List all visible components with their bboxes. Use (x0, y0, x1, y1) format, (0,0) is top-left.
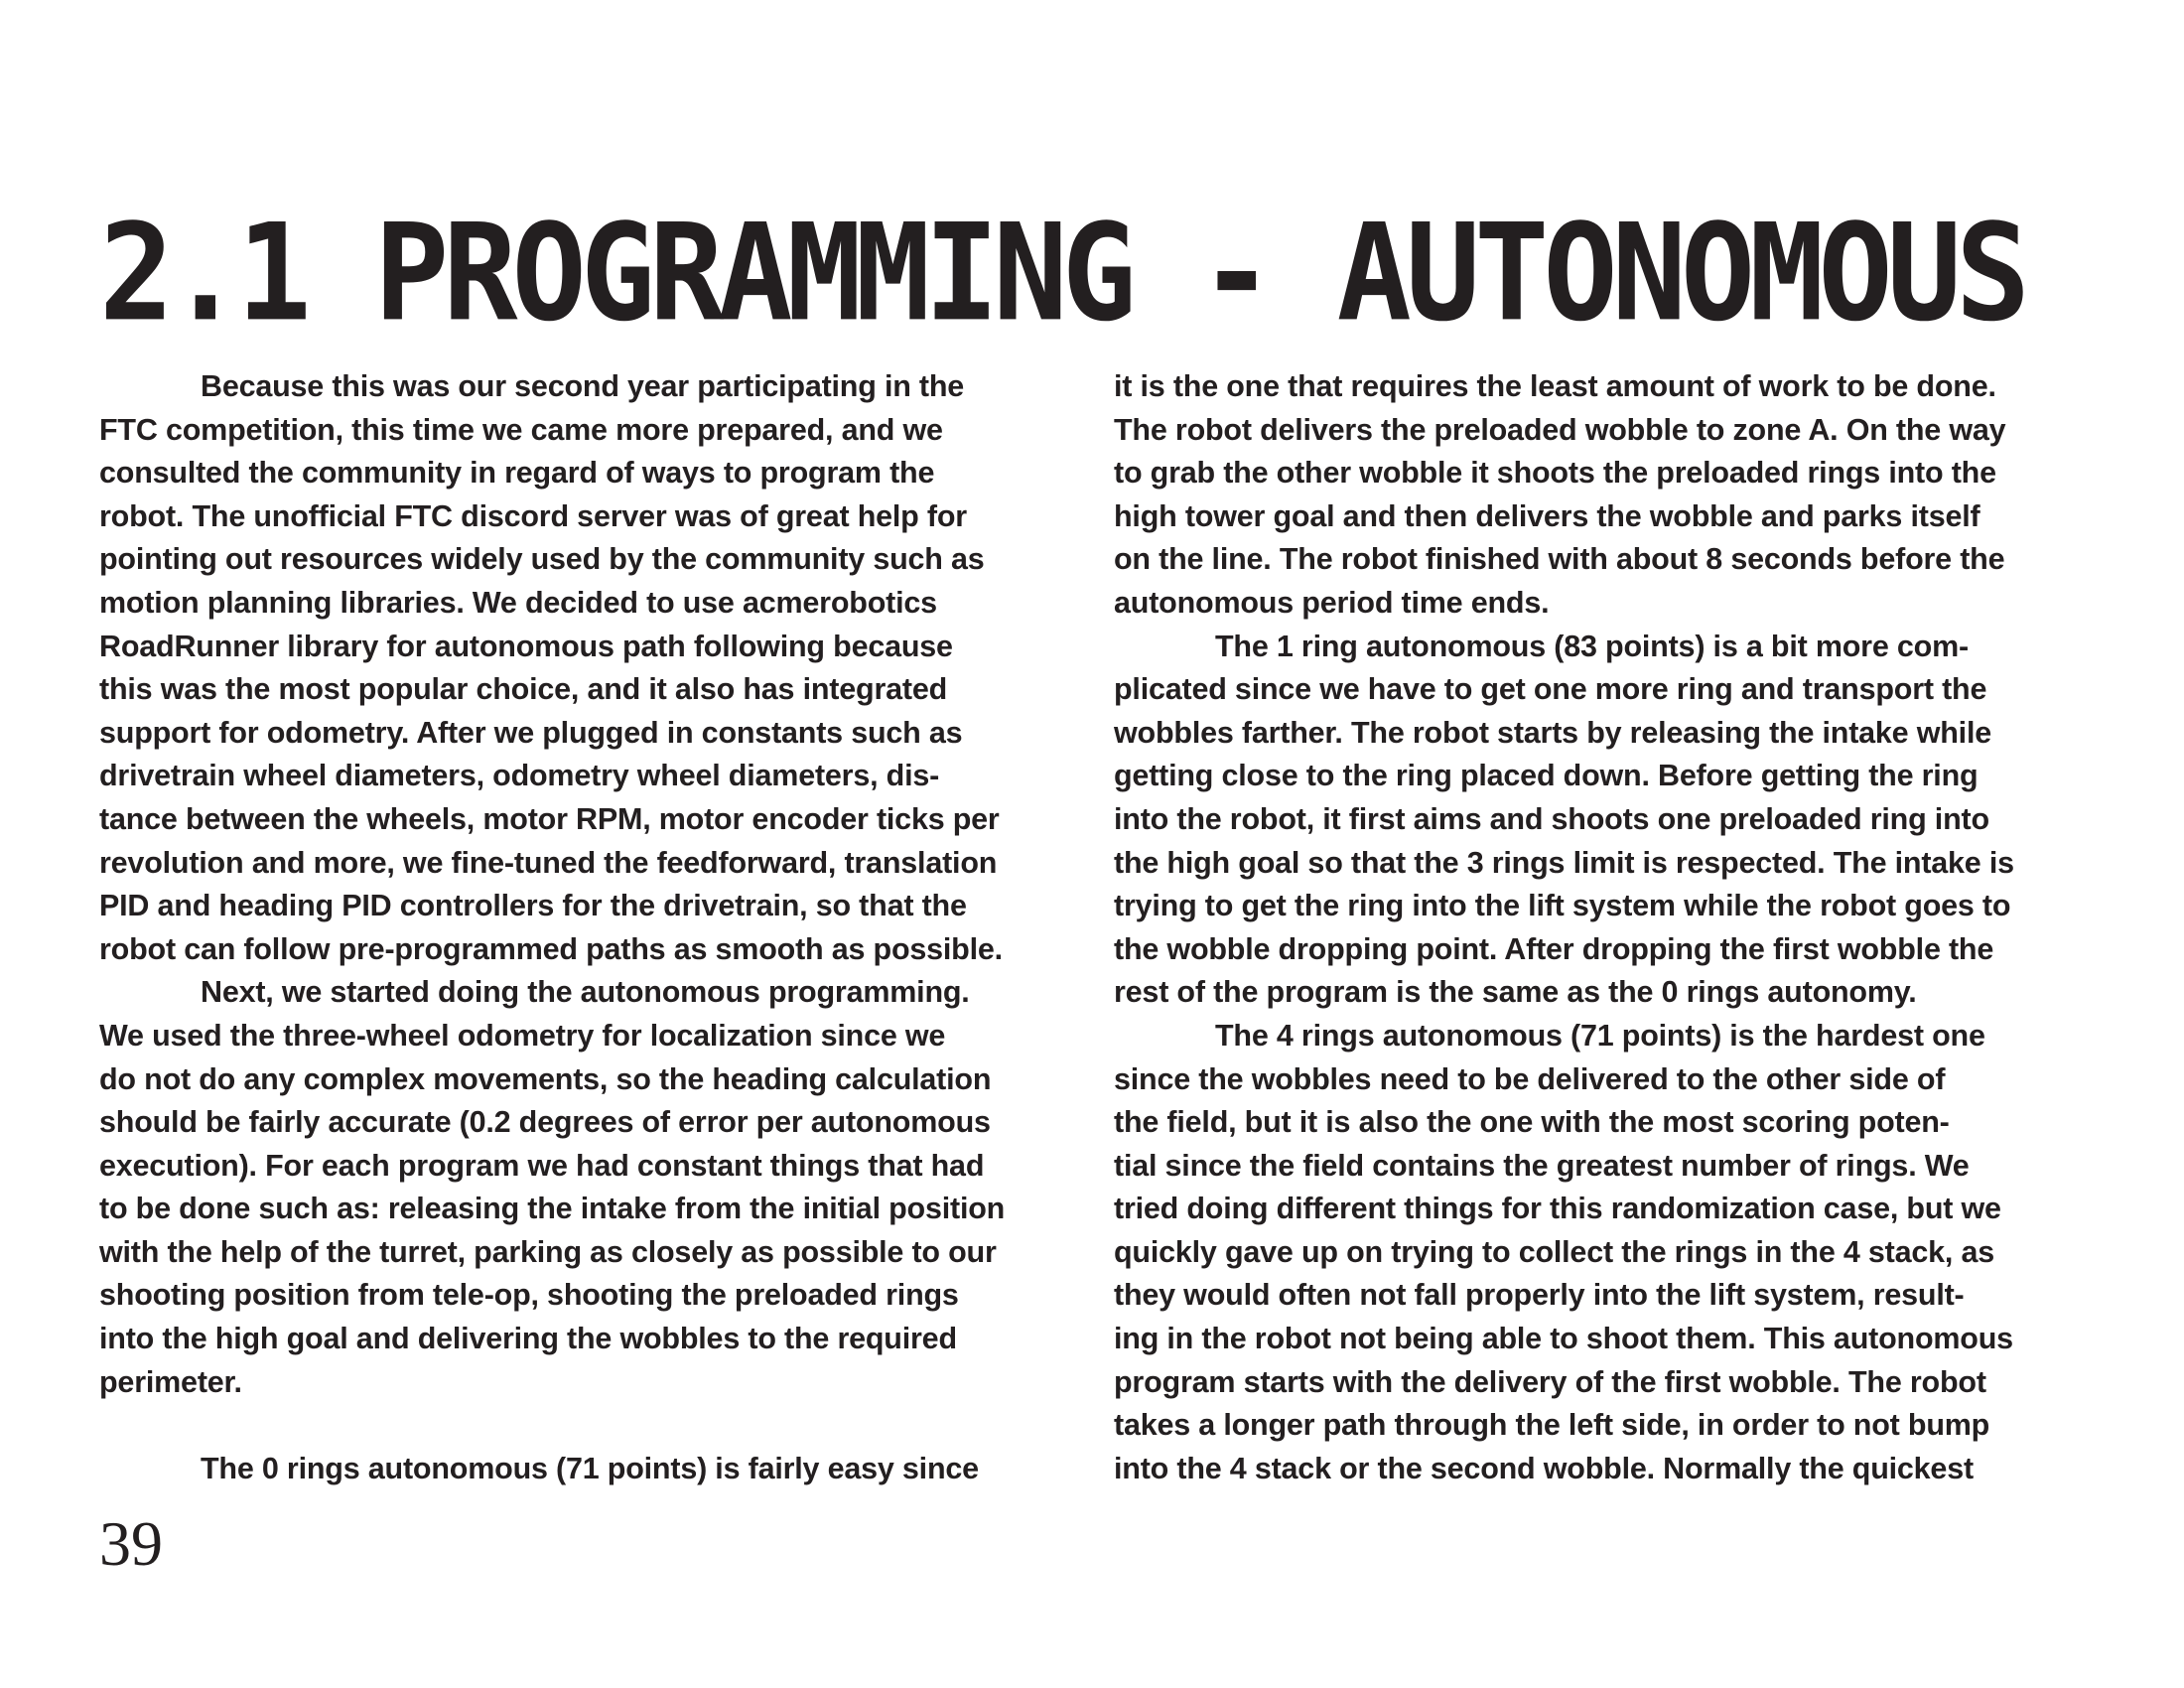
left-text-column (99, 365, 1112, 1490)
text-line: tried doing different things for this randomization case, but we (1114, 1192, 2001, 1226)
text-line: shooting position from tele-op, shooting the preloaded rings (99, 1278, 959, 1313)
text-line: revolution and more, we fine-tuned the feedforward, translation (99, 845, 998, 880)
text-line: RoadRunner library for autonomous path following because (99, 629, 953, 663)
text-line: autonomous period time ends. (1114, 585, 1550, 620)
text-line: program starts with the delivery of the first wobble. The robot (1114, 1364, 1986, 1399)
right-text-column (1114, 365, 2166, 1490)
text-line: wobbles farther. The robot starts by releasing the intake while (1114, 715, 1991, 750)
text-line: rest of the program is the same as the 0 rings autonomy. (1114, 975, 1917, 1010)
blank-line (99, 1404, 1112, 1448)
text-line: the field, but it is also the one with the most scoring poten- (1114, 1105, 1950, 1140)
text-line: plicated since we have to get one more ring and transport the (1114, 672, 1987, 707)
text-line: FTC competition, this time we came more prepared, and we (99, 412, 943, 447)
text-line: robot can follow pre-programmed paths as smooth as possible. (99, 931, 1003, 966)
text-line: trying to get the ring into the lift system while the robot goes to (1114, 889, 2011, 923)
text-line: Because this was our second year participating in the (201, 369, 965, 403)
text-line: support for odometry. After we plugged in constants such as (99, 715, 963, 750)
text-line: it is the one that requires the least amount of work to be done. (1114, 369, 1996, 403)
text-line: they would often not fall properly into the lift system, result- (1114, 1278, 1965, 1313)
text-line: execution). For each program we had constant things that had (99, 1148, 985, 1183)
text-line: tial since the field contains the greatest number of rings. We (1114, 1148, 1970, 1183)
text-line: The 1 ring autonomous (83 points) is a bit more com- (1215, 629, 1969, 663)
text-line: takes a longer path through the left side, in order to not bump (1114, 1408, 1990, 1443)
text-line: should be fairly accurate (0.2 degrees of error per autonomous (99, 1105, 991, 1140)
text-line: robot. The unofficial FTC discord server was of great help for (99, 498, 967, 533)
page-title: 2.1 PROGRAMMING - AUTONOMOUS (99, 196, 2025, 352)
text-line: The 4 rings autonomous (71 points) is the hardest one (1215, 1018, 1985, 1053)
text-line: drivetrain wheel diameters, odometry wheel diameters, dis- (99, 759, 940, 793)
page-number: 39 (99, 1508, 163, 1579)
text-line: with the help of the turret, parking as closely as possible to our (99, 1234, 997, 1269)
text-line: The robot delivers the preloaded wobble to zone A. On the way (1114, 412, 2006, 447)
text-line: consulted the community in regard of ways to program the (99, 456, 935, 491)
text-line: The 0 rings autonomous (71 points) is fairly easy since (201, 1451, 979, 1485)
text-line: do not do any complex movements, so the heading calculation (99, 1061, 992, 1096)
text-line: since the wobbles need to be delivered to the other side of (1114, 1061, 1946, 1096)
text-line: pointing out resources widely used by the community such as (99, 542, 985, 577)
text-line: the high goal so that the 3 rings limit is respected. The intake is (1114, 845, 2014, 880)
text-line: the wobble dropping point. After dropping the first wobble the (1114, 931, 1994, 966)
text-line: Next, we started doing the autonomous programming. (201, 975, 970, 1010)
text-line: getting close to the ring placed down. Before getting the ring (1114, 759, 1979, 793)
text-line: We used the three-wheel odometry for localization since we (99, 1018, 946, 1053)
text-line: to grab the other wobble it shoots the preloaded rings into the (1114, 456, 1996, 491)
text-line: quickly gave up on trying to collect the rings in the 4 stack, as (1114, 1234, 1994, 1269)
text-line: this was the most popular choice, and it also has integrated (99, 672, 948, 707)
text-line: into the high goal and delivering the wobbles to the required (99, 1322, 957, 1356)
text-line: motion planning libraries. We decided to use acmerobotics (99, 585, 937, 620)
text-line: perimeter. (99, 1364, 242, 1399)
text-line: high tower goal and then delivers the wobble and parks itself (1114, 498, 1980, 533)
text-line: to be done such as: releasing the intake from the initial position (99, 1192, 1006, 1226)
text-line: into the robot, it first aims and shoots one preloaded ring into (1114, 801, 1989, 836)
text-line: ing in the robot not being able to shoot them. This autonomous (1114, 1322, 2013, 1356)
text-line: into the 4 stack or the second wobble. Normally the quickest (1114, 1451, 1974, 1485)
text-line: tance between the wheels, motor RPM, motor encoder ticks per (99, 801, 1000, 836)
text-line: PID and heading PID controllers for the drivetrain, so that the (99, 889, 967, 923)
text-line: on the line. The robot finished with about 8 seconds before the (1114, 542, 2005, 577)
